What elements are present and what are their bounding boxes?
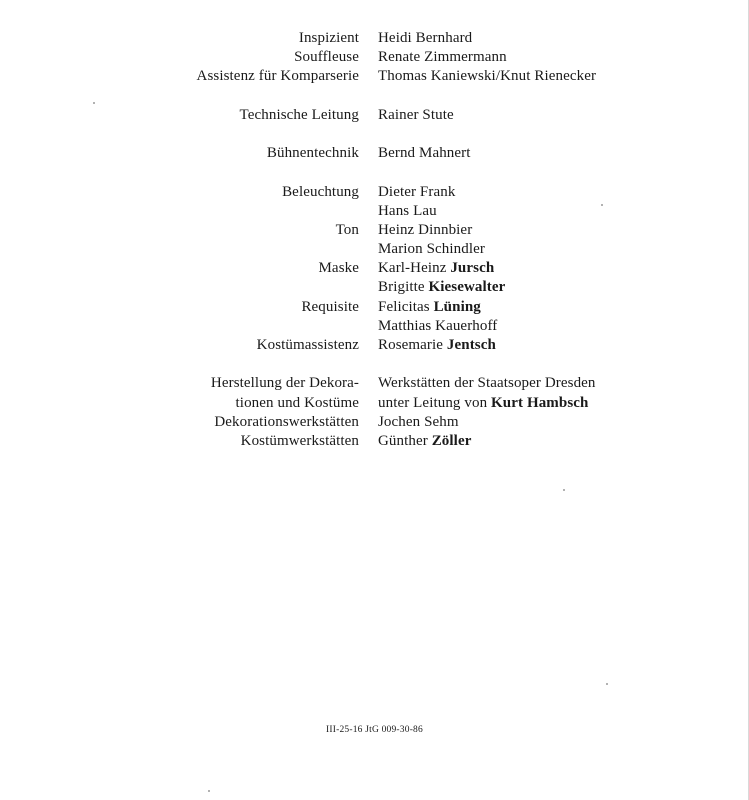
credit-role: Herstellung der Dekora- [210,375,359,392]
credit-row [0,67,749,86]
credit-role: Inspizient [298,30,359,46]
credit-row [0,221,749,240]
credit-name [378,413,459,432]
credit-row [0,183,749,202]
credit-name-text: Heidi Bernhard [378,30,473,46]
credit-row [0,298,749,317]
credit-name [378,202,437,221]
credit-name-text: Felicitas [378,298,434,315]
credit-name-text: Rainer Stute [378,106,454,123]
credit-role: Requisite [301,298,359,315]
credit-role: Bühnentechnik [266,145,359,162]
credit-name-text: Marion Schindler [378,241,485,258]
credit-role: Souffleuse [294,49,359,66]
credit-name-surname: Jursch [450,260,495,277]
credit-name-text: Renate Zimmermann [378,49,507,66]
paper-speck [208,790,210,792]
credit-name-text: Günther [378,432,432,449]
credit-name [378,240,485,259]
credit-name-text: Jochen Sehm [378,413,459,430]
credit-name-text: Werkstätten der Staatsoper Dresden [378,375,596,392]
credit-name [378,29,472,48]
credit-role: Ton [335,221,359,238]
credit-name [378,67,596,86]
credit-name-surname: Zöller [431,432,472,449]
credit-name [378,183,455,202]
credit-row [0,48,749,67]
credit-row [0,144,749,163]
credit-row [0,432,749,451]
credit-name-surname: Kiesewalter [428,279,506,296]
credit-name-text: Karl-Heinz [378,260,451,277]
credit-row [0,317,749,336]
credit-name [378,278,505,297]
credit-row [0,29,749,48]
credit-role: Dekorationswerkstätten [214,413,359,430]
credit-name [378,298,481,317]
credit-row [0,259,749,278]
credit-name-text: Thomas Kaniewski/Knut Rienecker [378,68,597,85]
credit-name-surname: Kurt Hambsch [491,394,589,411]
credit-name [378,106,454,125]
credit-name [378,259,494,278]
credit-row [0,336,749,355]
credits-list [0,29,749,451]
credit-name [378,336,496,355]
paper-speck [93,102,95,104]
credit-row [0,394,749,413]
credit-name [378,48,507,67]
credit-row [0,413,749,432]
credit-name [378,317,497,336]
credit-name-surname: Lüning [433,298,481,315]
credit-name-text: Hans Lau [378,202,437,219]
credit-name-text: Dieter Frank [378,183,456,200]
credit-role: Assistenz für Komparserie [196,68,359,85]
paper-speck [601,204,603,206]
credit-name-text: Brigitte [378,279,429,296]
credit-name [378,394,589,413]
credit-name-text: unter Leitung von [378,394,492,411]
credit-name-surname: Jentsch [446,337,496,353]
paper-speck [606,683,608,685]
credit-name [378,374,596,393]
credit-role: Kostümassistenz [256,337,359,353]
credit-role: Maske [318,260,359,277]
credit-role: tionen und Kostüme [235,394,359,411]
credit-row [0,106,749,125]
credit-role: Kostümwerkstätten [240,432,359,449]
credit-role: Technische Leitung [239,106,359,123]
printer-code: III-25-16 JtG 009-30-86 [326,725,423,735]
paper-speck [563,489,565,491]
credit-name-text: Heinz Dinnbier [378,221,473,238]
credit-name [378,144,471,163]
credit-name-text: Rosemarie [378,337,447,353]
credit-name-text: Bernd Mahnert [378,145,471,162]
credit-row [0,374,749,393]
credit-name [378,432,471,451]
credit-row [0,240,749,259]
credit-name-text: Matthias Kauerhoff [378,317,498,334]
credit-name [378,221,472,240]
credit-row [0,202,749,221]
credit-row [0,278,749,297]
credit-role: Beleuchtung [282,183,359,200]
